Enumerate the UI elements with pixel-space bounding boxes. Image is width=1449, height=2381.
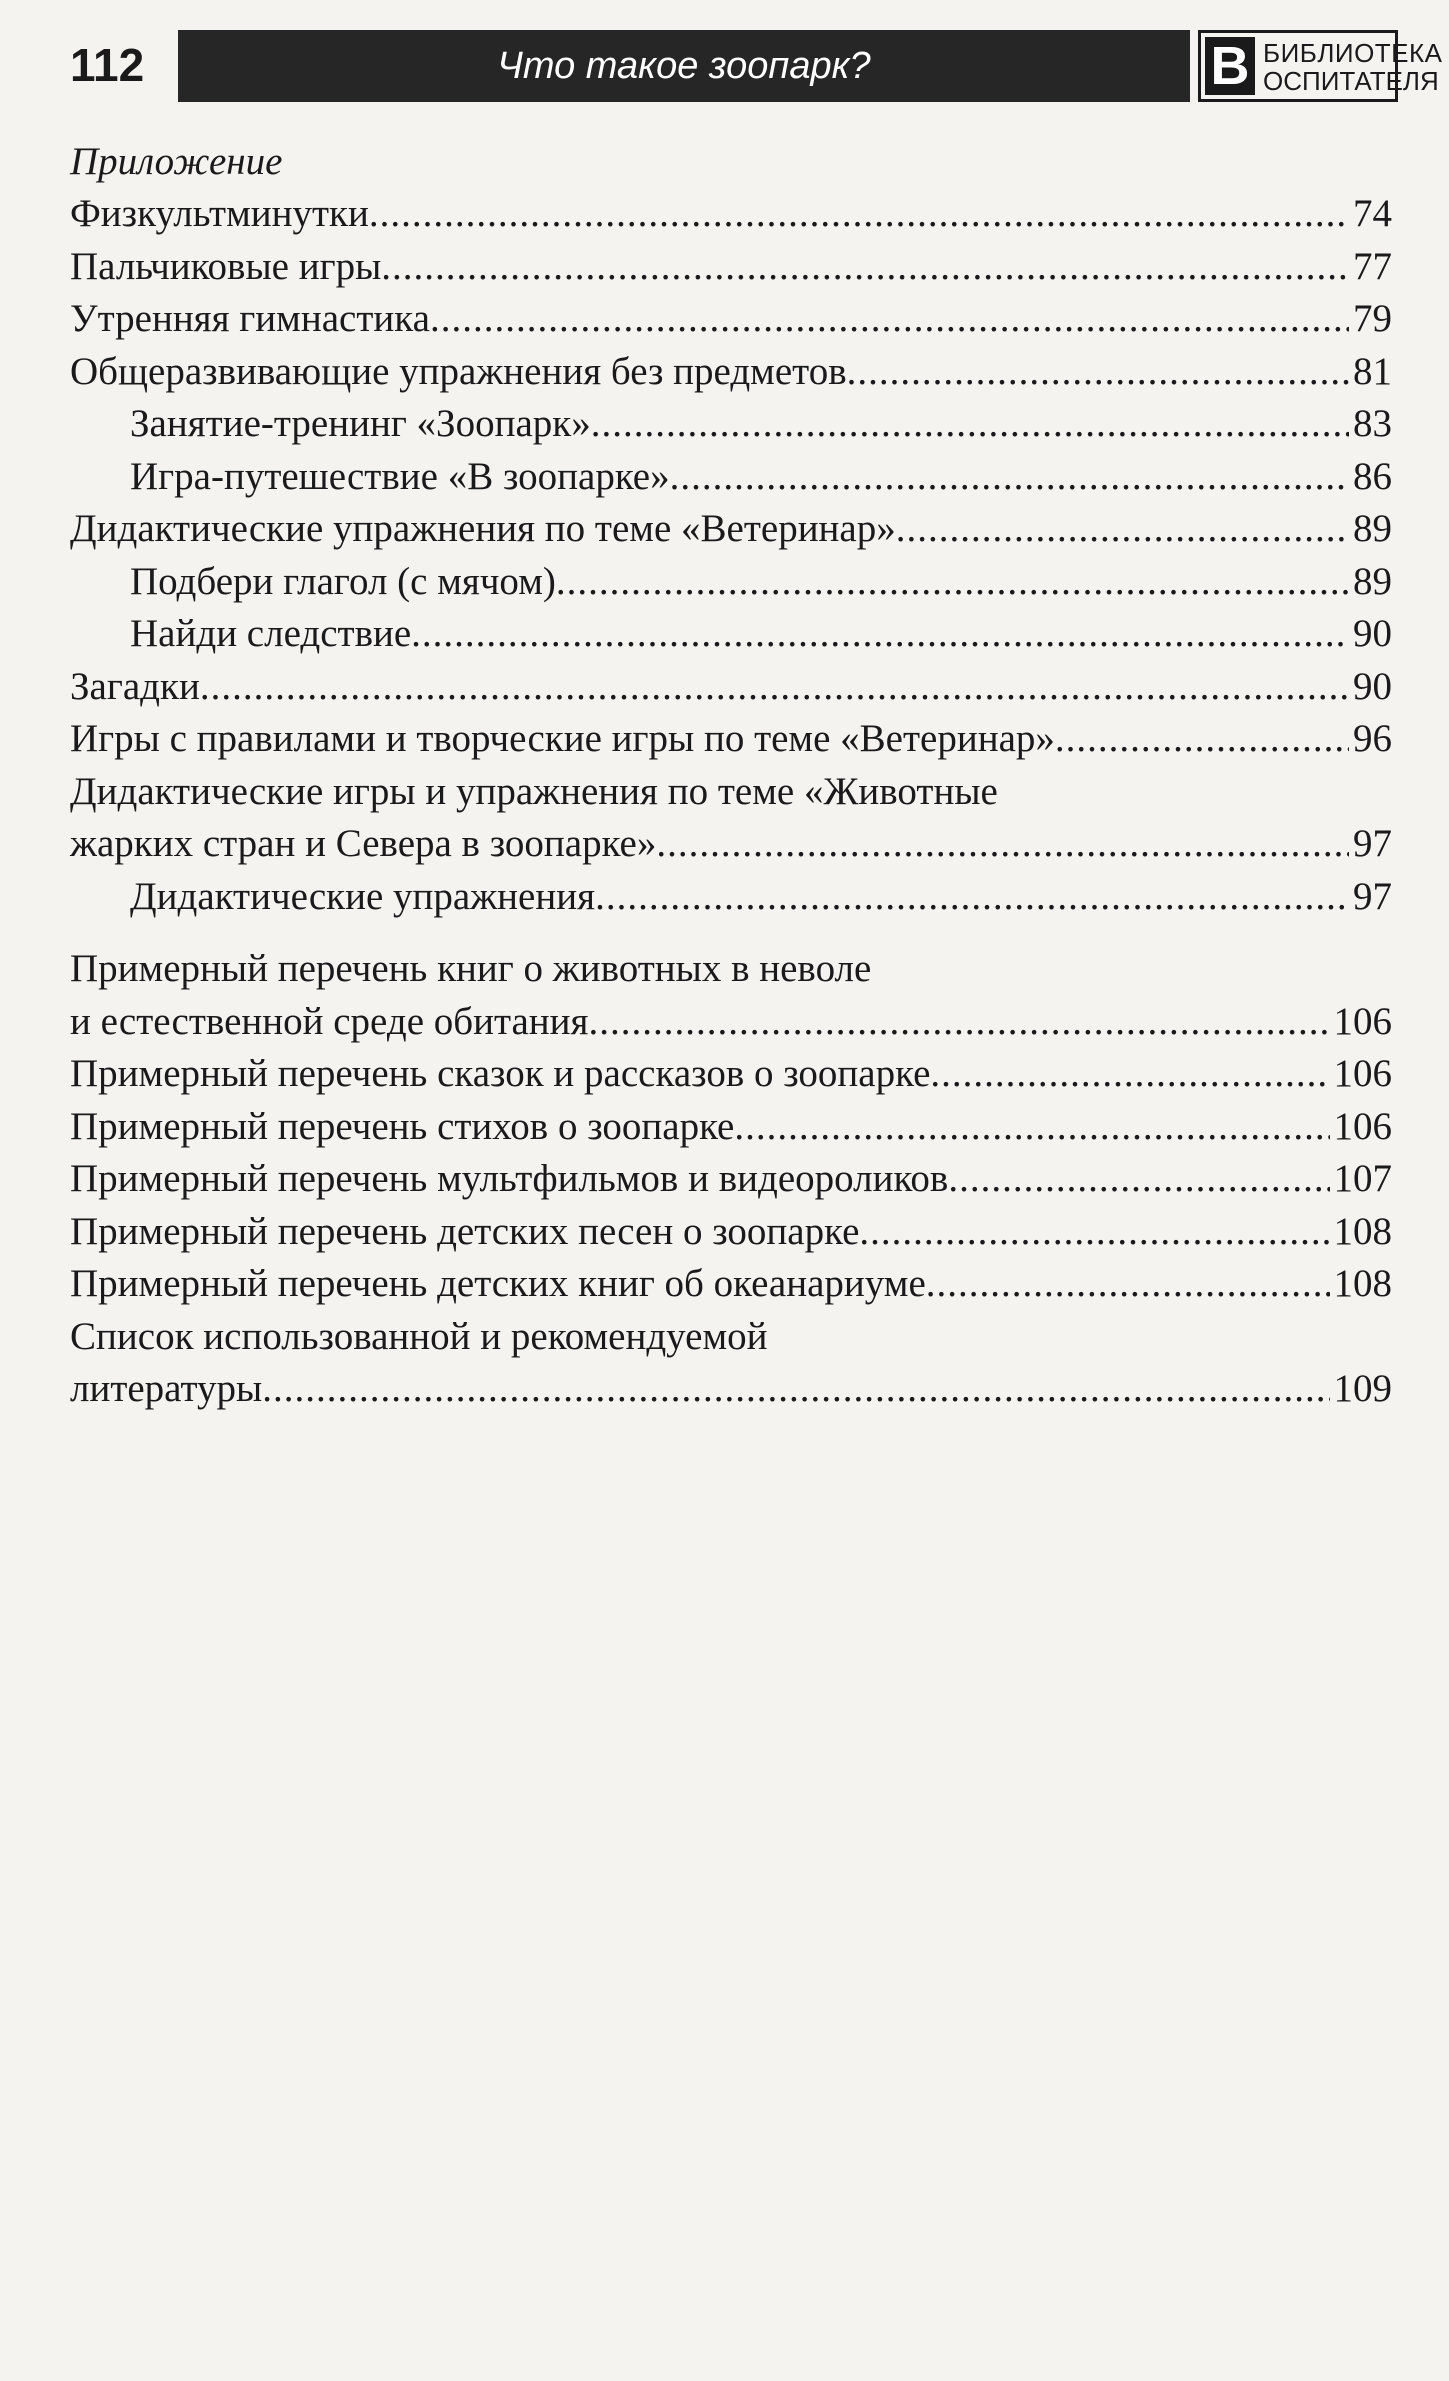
toc-entry — [70, 503, 1392, 556]
toc-entry-title: литературы — [70, 1367, 263, 1410]
toc-entry-title: Подбери глагол (с мячом) — [130, 559, 556, 603]
toc-entry-page: 86 — [1353, 454, 1392, 498]
toc-entry-title: Занятие-тренинг «Зоопарк» — [130, 402, 591, 445]
dot-leader — [588, 996, 1329, 1049]
toc-entry-title: Найди следствие — [130, 612, 412, 655]
toc-entry — [70, 1258, 1392, 1311]
toc-entry-page: 107 — [1333, 1157, 1392, 1200]
dot-leader — [262, 1363, 1329, 1416]
dot-leader — [656, 818, 1349, 871]
dot-leader — [734, 1101, 1329, 1154]
dot-leader — [591, 398, 1349, 451]
toc-entry — [70, 1101, 1392, 1154]
toc-entry-page: 106 — [1333, 999, 1392, 1043]
dot-leader — [411, 608, 1349, 661]
dot-leader — [859, 1206, 1329, 1259]
toc-entry-title: Пальчиковые игры — [70, 244, 382, 288]
toc-entry-page: 89 — [1353, 559, 1392, 603]
toc-entry-page: 97 — [1353, 874, 1392, 918]
toc-entry-title: жарких стран и Севера в зоопарке» — [70, 822, 657, 865]
toc-entry — [70, 661, 1392, 714]
toc-subentry — [70, 556, 1392, 609]
dot-leader — [948, 1153, 1329, 1206]
toc-subentry — [70, 451, 1392, 504]
toc-entry-page: 90 — [1353, 664, 1392, 708]
dot-leader — [369, 188, 1349, 241]
toc-entry-page: 74 — [1353, 192, 1392, 235]
toc-entry-title: Утренняя гимнастика — [70, 297, 430, 340]
toc-entry-page: 108 — [1333, 1209, 1392, 1253]
dot-leader — [926, 1258, 1330, 1311]
series-logo-letter: В — [1205, 37, 1255, 95]
dot-leader — [670, 451, 1349, 504]
toc-entry-page: 89 — [1353, 507, 1392, 550]
dot-leader — [930, 1048, 1329, 1101]
toc-entry-title: Примерный перечень стихов о зоопарке — [70, 1104, 735, 1148]
toc-entry-page: 108 — [1333, 1262, 1392, 1305]
dot-leader — [1055, 713, 1349, 766]
running-title-bar — [178, 30, 1190, 102]
running-title: Что такое зоопарк? — [497, 45, 871, 87]
toc-entry-title: и естественной среде обитания — [70, 999, 589, 1043]
toc-entry-title: Примерный перечень детских книг об океанариуме — [70, 1262, 926, 1305]
toc-entry-title: Физкультминутки — [70, 192, 369, 235]
series-logo-line-1: БИБЛИОТЕКА — [1263, 38, 1443, 68]
toc-entry-page: 81 — [1353, 349, 1392, 393]
dot-leader — [381, 241, 1349, 294]
toc-entry — [70, 1206, 1392, 1259]
toc-entry-title: Примерный перечень мультфильмов и видеороликов — [70, 1157, 949, 1200]
toc-entry-page: 96 — [1353, 717, 1392, 760]
dot-leader — [595, 871, 1349, 924]
toc-entry — [70, 293, 1392, 346]
toc-entry — [70, 1153, 1392, 1206]
toc-entry-title-line-1: Список использованной и рекомендуемой — [70, 1314, 768, 1358]
toc-entry — [70, 241, 1392, 294]
toc-entry-page: 90 — [1353, 612, 1392, 655]
toc-entry — [70, 713, 1392, 766]
dot-leader — [430, 293, 1349, 346]
toc-entry-title: Загадки — [70, 664, 200, 708]
toc-entry — [70, 766, 1392, 871]
toc-entry-title: Примерный перечень детских песен о зоопарке — [70, 1209, 860, 1253]
toc-entry-title: Дидактические упражнения — [130, 874, 596, 918]
toc-entry — [70, 1311, 1392, 1416]
series-logo — [1198, 30, 1443, 102]
toc-entry-title: Общеразвивающие упражнения без предметов — [70, 349, 847, 393]
toc-entry-page: 77 — [1353, 244, 1392, 288]
toc-entry-page: 106 — [1333, 1052, 1392, 1095]
toc-entry-title: Игры с правилами и творческие игры по теме «Ветеринар» — [70, 717, 1055, 760]
toc-entry — [70, 943, 1392, 1048]
toc-entry — [70, 188, 1392, 241]
toc-entry-title: Дидактические упражнения по теме «Ветеринар» — [70, 507, 896, 550]
series-logo-line-2: ОСПИТАТЕЛЯ — [1263, 66, 1439, 96]
toc-entry-title-line-1: Дидактические игры и упражнения по теме «Животные — [70, 769, 998, 813]
toc-entry-title: Игра-путешествие «В зоопарке» — [130, 454, 670, 498]
page-header — [70, 30, 1443, 104]
dot-leader — [896, 503, 1349, 556]
table-of-contents — [70, 136, 1392, 1416]
toc-entry — [70, 1048, 1392, 1101]
toc-entry-page: 97 — [1353, 822, 1392, 865]
toc-entry-title-line-1: Примерный перечень книг о животных в неволе — [70, 947, 872, 990]
toc-entry-page: 83 — [1353, 402, 1392, 445]
toc-entry-page: 106 — [1333, 1104, 1392, 1148]
toc-section-label: Приложение — [70, 140, 283, 183]
toc-subentry — [70, 398, 1392, 451]
toc-subentry — [70, 608, 1392, 661]
toc-entry-title: Примерный перечень сказок и рассказов о зоопарке — [70, 1052, 931, 1095]
dot-leader — [556, 556, 1349, 609]
dot-leader — [847, 346, 1349, 399]
toc-subentry — [70, 871, 1392, 924]
dot-leader — [200, 661, 1349, 714]
page-number: 112 — [70, 39, 145, 91]
toc-entry-page: 109 — [1333, 1367, 1392, 1410]
toc-entry-page: 79 — [1353, 297, 1392, 340]
toc-entry — [70, 346, 1392, 399]
